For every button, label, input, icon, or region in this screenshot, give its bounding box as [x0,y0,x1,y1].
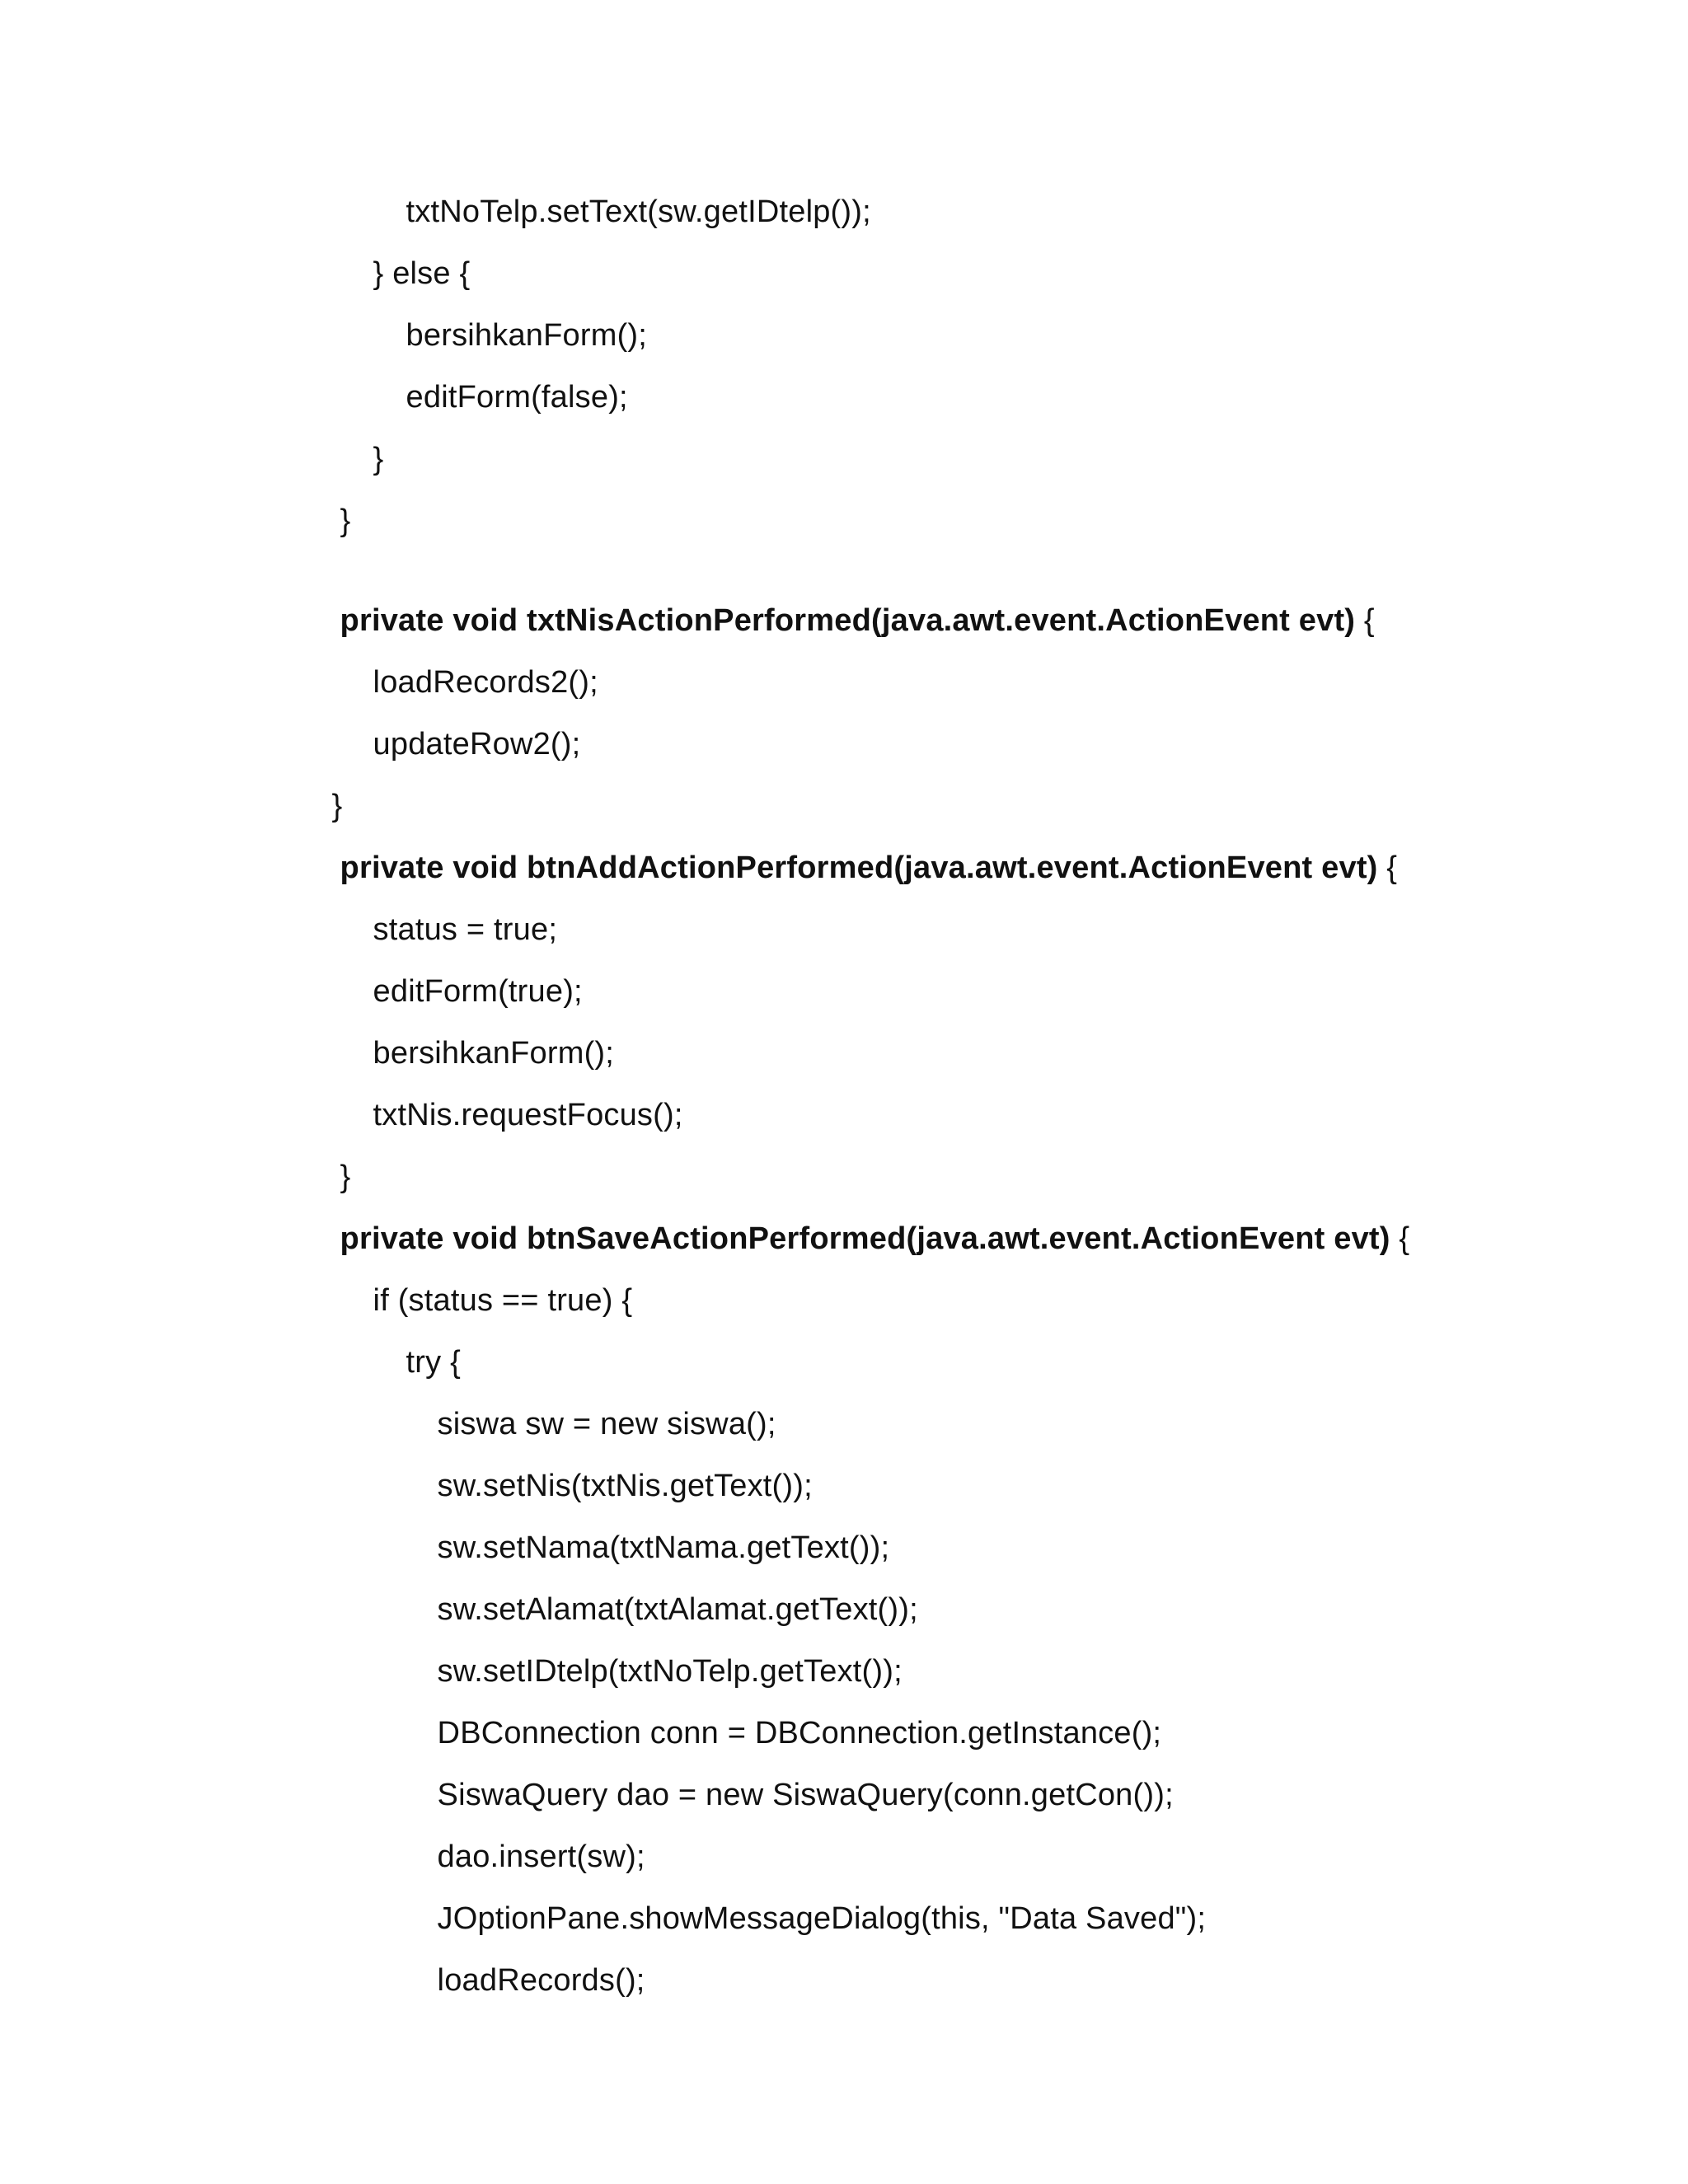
code-line [320,626,598,700]
code-text: siswa sw = new siswa(); [437,1407,776,1441]
code-text: sw.setAlamat(txtAlamat.getText()); [437,1592,918,1627]
code-text: if (status == true) { [373,1283,633,1318]
code-line [384,1491,890,1565]
code-line [320,687,581,762]
code-line [384,1367,776,1441]
code-line [384,1429,813,1503]
code-line [320,1244,633,1318]
method-signature-line [287,564,1375,638]
code-line [320,873,558,947]
method-signature: private void btnSaveActionPerformed(java.awt.event.ActionEvent evt) [340,1221,1390,1256]
code-line [320,996,615,1071]
code-text: loadRecords2(); [373,665,598,700]
code-text: sw.setIDtelp(txtNoTelp.getText()); [437,1654,903,1689]
code-text: sw.setNama(txtNama.getText()); [437,1530,890,1565]
code-text: DBConnection conn = DBConnection.getInstance(); [437,1716,1162,1750]
code-line [384,1924,645,1998]
code-text: sw.setNis(txtNis.getText()); [437,1469,813,1503]
code-text: status = true; [373,912,558,947]
method-signature-line [287,1182,1410,1256]
code-text: updateRow2(); [373,727,581,762]
code-text: { [1377,851,1398,885]
code-line [353,1305,462,1380]
code-line [287,1120,351,1194]
code-text: loadRecords(); [437,1963,645,1998]
code-text: bersihkanForm(); [406,318,648,353]
code-text: } [340,504,351,538]
code-line [287,464,351,538]
code-line [353,155,871,229]
code-text: SiswaQuery dao = new SiswaQuery(conn.getCon()); [437,1778,1174,1812]
code-text: JOptionPane.showMessageDialog(this, "Data Saved"); [437,1901,1207,1936]
code-text: editForm(false); [406,380,628,415]
code-line [353,340,628,415]
code-text: dao.insert(sw); [437,1840,645,1874]
code-text: try { [406,1345,462,1380]
code-text: } [373,442,384,476]
code-line [320,935,583,1009]
code-text: bersihkanForm(); [373,1036,615,1071]
code-line [320,1058,683,1132]
code-text: { [1355,603,1375,638]
code-text: } else { [373,256,471,291]
code-line [353,279,648,353]
code-line [384,1676,1162,1750]
code-text: } [331,789,343,823]
code-text: txtNoTelp.setText(sw.getIDtelp()); [406,194,871,229]
code-line [384,1800,645,1874]
method-signature-line [287,811,1398,885]
code-text: txtNis.requestFocus(); [373,1098,683,1132]
method-signature: private void txtNisActionPerformed(java.awt.event.ActionEvent evt) [340,603,1356,638]
code-line [384,1738,1174,1812]
code-line [384,1553,918,1627]
code-line [320,402,384,476]
method-signature: private void btnAddActionPerformed(java.awt.event.ActionEvent evt) [340,851,1378,885]
code-line [279,749,343,823]
code-text: { [1390,1221,1410,1256]
code-line [320,217,471,291]
code-line [384,1862,1207,1936]
code-line [384,1615,903,1689]
code-text: } [340,1160,351,1194]
code-text: editForm(true); [373,974,583,1009]
